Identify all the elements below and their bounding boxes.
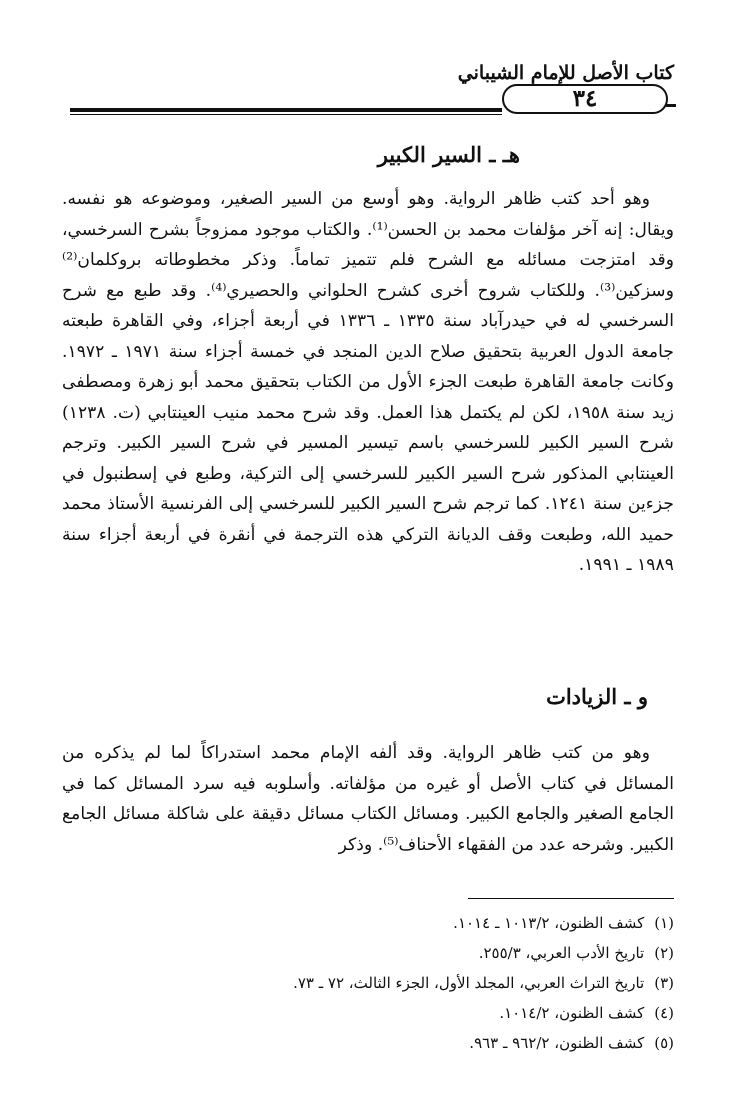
- section-heading-ziyadat: و ـ الزيادات: [546, 684, 648, 709]
- footnote-text: تاريخ الأدب العربي، ٢٥٥/٣.: [478, 944, 645, 962]
- footnote-number: (٤): [654, 1004, 674, 1022]
- section-heading-siyar-kabir: هـ ـ السير الكبير: [377, 142, 520, 167]
- footnote-2: [54, 938, 674, 968]
- footnote-text: تاريخ التراث العربي، المجلد الأول، الجزء الثالث، ٧٢ ـ ٧٣.: [293, 974, 645, 992]
- footnote-text: كشف الظنون، ١٠١٤/٢.: [499, 1004, 645, 1022]
- footnote-number: (١): [654, 914, 674, 932]
- header-rule: [70, 108, 502, 112]
- footnote-1: [54, 908, 674, 938]
- footnote-number: (٢): [654, 944, 674, 962]
- footnote-number: (٥): [654, 1034, 674, 1052]
- running-header-title: كتاب الأصل للإمام الشيباني: [457, 62, 674, 84]
- header-rule-thin: [70, 114, 502, 115]
- footnotes: [54, 908, 674, 1058]
- footnote-3: [54, 968, 674, 998]
- footnote-separator: [468, 898, 674, 899]
- footnote-text: كشف الظنون، ٩٦٢/٢ ـ ٩٦٣.: [469, 1034, 645, 1052]
- badge-connector: [666, 104, 676, 107]
- footnote-4: [54, 998, 674, 1028]
- page-number-badge: ٣٤: [502, 84, 668, 114]
- footnote-5: [54, 1028, 674, 1058]
- footnote-text: كشف الظنون، ١٠١٣/٢ ـ ١٠١٤.: [453, 914, 645, 932]
- section-paragraph-ziyadat: وهو من كتب ظاهر الرواية. وقد ألفه الإمام محمد استدراكاً لما لم يذكره من المسائل في كتاب الأصل أو غيره من مؤلفاته. وأسلوبه فيه سرد المسائل كما في الجامع الصغير والجامع الكبير. ومسائل الكتاب مسائل دقيقة على شاكلة مسائل الجامع الكبير. وشرحه عدد من الفقهاء الأحناف⁽⁵⁾. وذكر: [62, 743, 674, 855]
- section-paragraph-siyar-kabir: وهو أحد كتب ظاهر الرواية. وهو أوسع من السير الصغير، وموضوعه هو نفسه. ويقال: إنه آخر مؤلفات محمد بن الحسن⁽¹⁾. والكتاب موجود ممزوجاً بشرح السرخسي، وقد امتزجت مسائله مع الشرح فلم تتميز تماماً. وذكر مخطوطاته بروكلمان⁽²⁾ وسزكين⁽³⁾. وللكتاب شروح أخرى كشرح الحلواني والحصيري⁽⁴⁾. وقد طبع مع شرح السرخسي له في حيدرآباد سنة ١٣٣٥ ـ ١٣٣٦ في أربعة أجزاء، وفي القاهرة طبعته جامعة الدول العربية بتحقيق صلاح الدين المنجد في خمسة أجزاء سنة ١٩٧١ ـ ١٩٧٢. وكانت جامعة القاهرة طبعت الجزء الأول من الكتاب بتحقيق محمد أبو زهرة ومصطفى زيد سنة ١٩٥٨، لكن لم يكتمل هذا العمل. وقد شرح محمد منيب العينتابي (ت. ١٢٣٨) شرح السير الكبير للسرخسي باسم تيسير المسير في شرح السير الكبير. وترجم العينتابي المذكور شرح السير الكبير للسرخسي إلى التركية، وطبع في إسطنبول في جزءين سنة ١٢٤١. كما ترجم شرح السير الكبير للسرخسي إلى الفرنسية الأستاذ محمد حميد الله، وطبعت وقف الديانة التركي هذه الترجمة في أنقرة في أربعة أجزاء سنة ١٩٨٩ ـ ١٩٩١.: [62, 189, 675, 575]
- footnote-number: (٣): [654, 974, 674, 992]
